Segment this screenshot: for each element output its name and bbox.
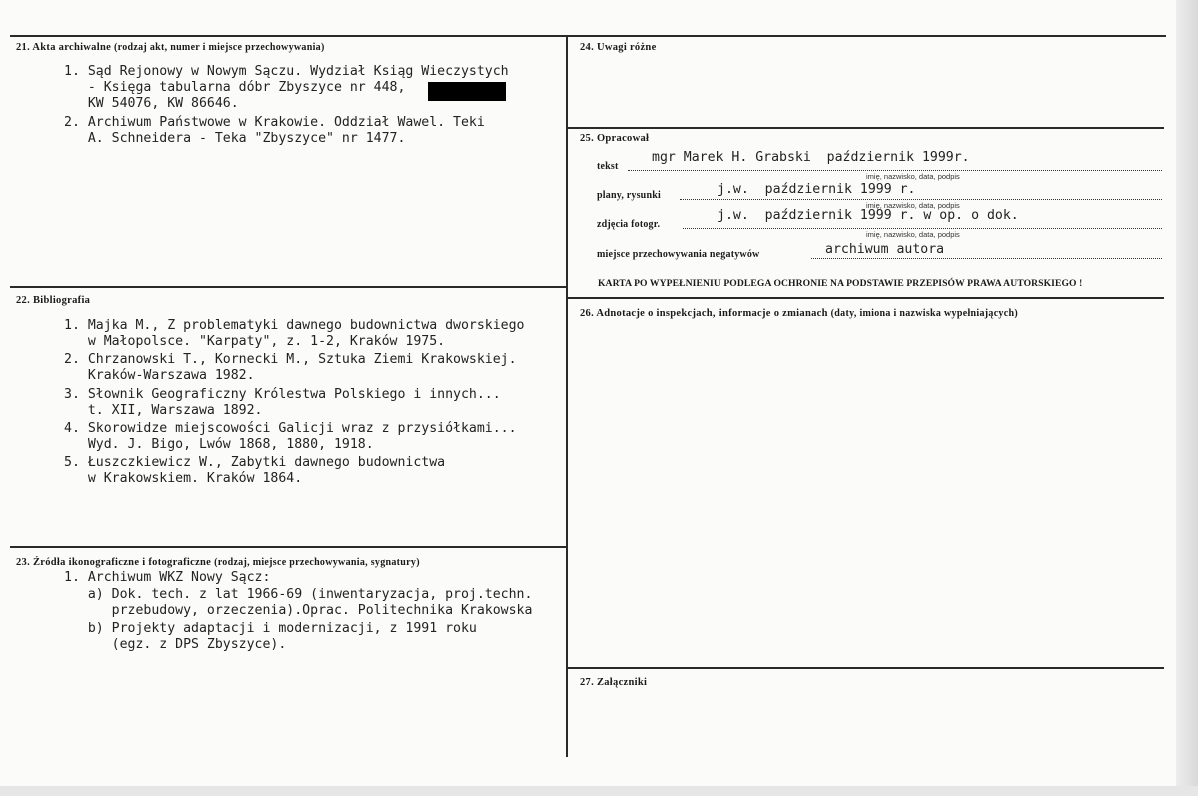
section-21-header — [16, 42, 325, 53]
section-21-title: 21. Akta archiwalne — [16, 42, 112, 53]
section-21-line-1: 1. Sąd Rejonowy w Nowym Sączu. Wydział Ksiąg Wieczystych — [64, 64, 509, 79]
section-21-subtitle: (rodzaj akt, numer i miejsce przechowywania) — [114, 42, 325, 53]
section-22-line-7: 4. Skorowidze miejscowości Galicji wraz z przysiółkami... — [64, 421, 517, 436]
section-22-line-6: t. XII, Warszawa 1892. — [64, 403, 263, 418]
plany-dotted-line — [680, 199, 1162, 200]
tekst-caption: imię, nazwisko, data, podpis — [866, 172, 960, 181]
section-23-subtitle: (rodzaj, miejsce przechowywania, sygnatury) — [214, 557, 420, 568]
zdjecia-value: j.w. październik 1999 r. w op. o dok. — [717, 208, 1019, 223]
section-27-title: 27. Załączniki — [580, 677, 648, 688]
tekst-value: mgr Marek H. Grabski październik 1999r. — [652, 150, 970, 165]
section-23-line-1: 1. Archiwum WKZ Nowy Sącz: — [64, 570, 271, 585]
copyright-notice: KARTA PO WYPEŁNIENIU PODLEGA OCHRONIE NA PODSTAWIE PRZEPISÓW PRAWA AUTORSKIEGO ! — [598, 278, 1083, 289]
divider-21-22 — [10, 286, 567, 288]
section-23-line-4: b) Projekty adaptacji i modernizacji, z 1991 roku — [64, 621, 477, 636]
section-24-title: 24. Uwagi różne — [580, 42, 657, 53]
section-21-line-3: KW 54076, KW 86646. — [64, 96, 239, 111]
paper-edge-bottom — [0, 786, 1198, 796]
section-22-line-9: 5. Łuszczkiewicz W., Zabytki dawnego budownictwa — [64, 455, 446, 470]
section-21-line-2: - Księga tabularna dóbr Zbyszyce nr 448, — [64, 80, 406, 95]
section-22-line-1: 1. Majka M., Z problematyki dawnego budownictwa dworskiego — [64, 318, 525, 333]
divider-22-23 — [10, 546, 567, 548]
section-22-line-10: w Krakowskiem. Kraków 1864. — [64, 471, 303, 486]
plany-value: j.w. październik 1999 r. — [717, 182, 916, 197]
zdjecia-label: zdjęcia fotogr. — [597, 219, 661, 230]
divider-24-25 — [567, 127, 1164, 129]
section-21-line-5: A. Schneidera - Teka "Zbyszyce" nr 1477. — [64, 131, 406, 146]
section-23-line-2: a) Dok. tech. z lat 1966-69 (inwentaryzacja, proj.techn. — [64, 587, 533, 602]
negatywy-dotted-line — [811, 258, 1162, 259]
section-23-line-5: (egz. z DPS Zbyszyce). — [64, 637, 287, 652]
section-22-title: 22. Bibliografia — [16, 295, 91, 306]
divider-26-27 — [567, 667, 1164, 669]
negatywy-value: archiwum autora — [825, 242, 945, 257]
section-23-header — [16, 557, 420, 568]
frame-center-divider — [566, 35, 568, 757]
section-23-title: 23. Źródła ikonograficzne i fotograficzne — [16, 557, 212, 568]
section-21-line-4: 2. Archiwum Państwowe w Krakowie. Oddział Wawel. Teki — [64, 115, 485, 130]
section-22-line-4: Kraków-Warszawa 1982. — [64, 368, 255, 383]
divider-25-26 — [567, 297, 1164, 299]
plany-caption: imię, nazwisko, data, podpis — [866, 201, 960, 210]
tekst-label: tekst — [597, 161, 619, 172]
paper-edge-right — [1176, 0, 1198, 796]
zdjecia-caption: imię, nazwisko, data, podpis — [866, 230, 960, 239]
section-25-title: 25. Opracował — [580, 133, 650, 144]
section-22-line-3: 2. Chrzanowski T., Kornecki M., Sztuka Ziemi Krakowskiej. — [64, 352, 517, 367]
section-22-line-2: w Małopolsce. "Karpaty", z. 1-2, Kraków 1975. — [64, 334, 446, 349]
section-22-line-8: Wyd. J. Bigo, Lwów 1868, 1880, 1918. — [64, 437, 374, 452]
section-22-line-5: 3. Słownik Geograficzny Królestwa Polskiego i innych... — [64, 387, 501, 402]
section-26-title: 26. Adnotacje o inspekcjach, informacje o zmianach — [580, 308, 828, 319]
plany-label: plany, rysunki — [597, 190, 661, 201]
zdjecia-dotted-line — [683, 228, 1162, 229]
negatywy-label: miejsce przechowywania negatywów — [597, 249, 760, 260]
frame-top-line — [10, 35, 1166, 37]
section-26-header — [580, 308, 1018, 319]
section-23-line-3: przebudowy, orzeczenia).Oprac. Politechnika Krakowska — [64, 603, 533, 618]
redaction-bar — [428, 82, 506, 101]
tekst-dotted-line — [628, 170, 1162, 171]
section-26-subtitle: (daty, imiona i nazwiska wypełniających) — [830, 308, 1018, 319]
